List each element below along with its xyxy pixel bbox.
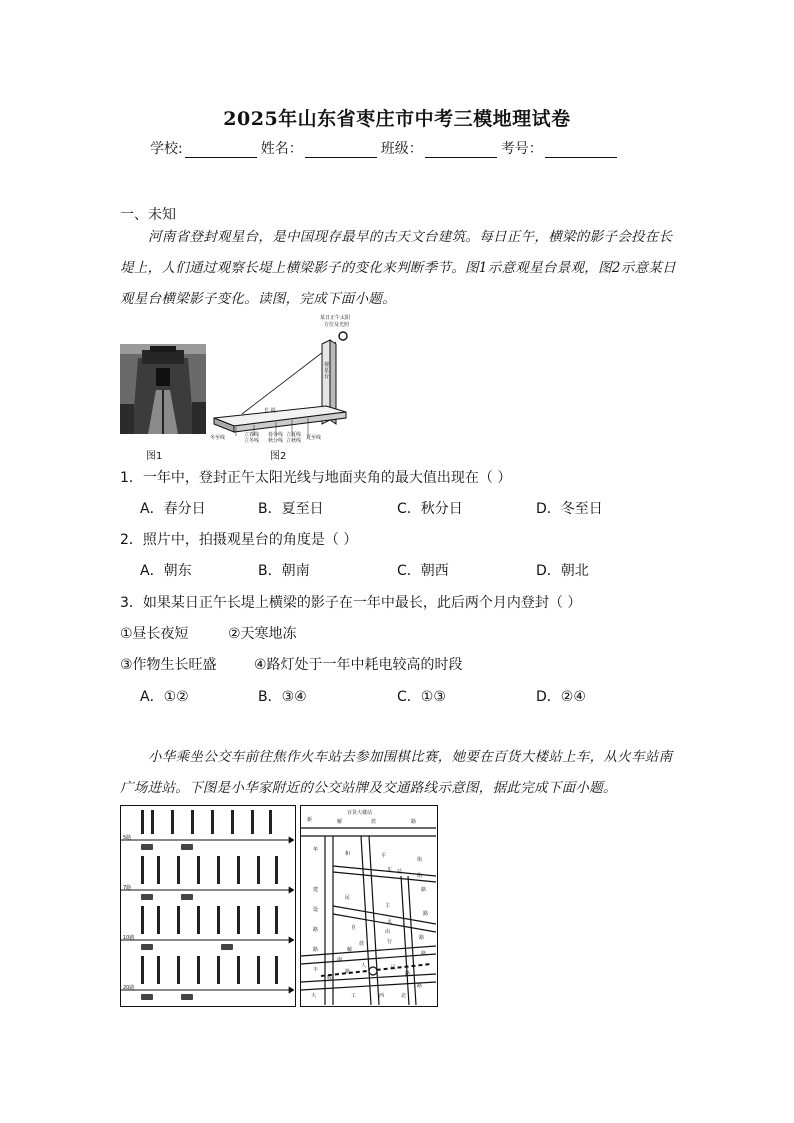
street-label-5: 和 [345, 851, 351, 857]
name-label: 姓名： [260, 141, 303, 157]
street-label-22: 行 [387, 939, 393, 945]
map-top-label: 百货大楼站 [347, 810, 373, 816]
street-label-17: 路 [313, 927, 319, 933]
street-label-38: 北 [401, 993, 407, 999]
street-label-2: 放 [371, 819, 377, 825]
street-label-15: 建 [313, 887, 319, 893]
line-label-5: 立夏线 [286, 432, 302, 438]
route-7-label: 7路 [123, 885, 132, 891]
street-label-31: 丰 [313, 967, 319, 973]
name-blank[interactable] [305, 143, 377, 158]
street-label-0: 新 [307, 817, 313, 823]
q3-item-1: ①昼长夜短 [120, 626, 189, 642]
q2-option-d[interactable]: D．朝北 [536, 563, 589, 579]
q2-option-a[interactable]: A．朝东 [140, 563, 192, 579]
street-label-6: 平 [381, 853, 387, 859]
street-label-27: 路 [421, 951, 427, 957]
street-label-21: 太 [387, 919, 393, 925]
number-blank[interactable] [545, 143, 617, 158]
line-label-0: 冬至线 [210, 435, 226, 441]
street-label-33: 路 [405, 971, 411, 977]
street-label-36: 路 [417, 983, 423, 989]
street-label-32: 收 [327, 975, 333, 981]
class-field[interactable] [381, 138, 497, 158]
q2-option-b[interactable]: B．朝南 [258, 563, 310, 579]
q3-option-b[interactable]: B．③④ [258, 689, 307, 705]
student-info-row [150, 138, 621, 158]
line-label-7: 夏至线 [306, 435, 322, 441]
observatory-diagram [206, 314, 356, 444]
school-field[interactable] [150, 138, 257, 158]
street-label-8: 车 [387, 867, 393, 873]
line-label-4: 秋分线 [268, 438, 284, 444]
street-label-16: 设 [313, 907, 319, 913]
street-label-20: 路 [419, 935, 425, 941]
dyke-label: 长 堤 [264, 408, 276, 414]
bus-stop-sign [120, 805, 296, 1007]
q3-option-a[interactable]: A．①② [140, 689, 189, 705]
q1-option-a[interactable]: A．春分日 [140, 501, 206, 517]
fig1-caption: 图1 [146, 451, 163, 462]
street-label-29: 民 [391, 965, 397, 971]
q3-item-4: ④路灯处于一年中耗电较高的时段 [254, 657, 463, 673]
q1-option-b[interactable]: B．夏至日 [258, 501, 324, 517]
street-label-35: 工 [351, 993, 357, 999]
street-label-28: 人 [361, 963, 367, 969]
street-map [300, 805, 438, 1007]
street-label-26: 南 [337, 957, 343, 963]
section-heading: 一、未知 [120, 207, 176, 223]
line-label-1: 立春线 [244, 432, 260, 438]
number-field[interactable] [501, 138, 617, 158]
line-label-3: 春分线 [268, 432, 284, 438]
q1-option-d[interactable]: D．冬至日 [536, 501, 603, 517]
school-blank[interactable] [185, 143, 257, 158]
q2-option-c[interactable]: C．朝西 [397, 563, 449, 579]
class-label: 班级： [380, 141, 423, 157]
street-label-4: 华 [313, 847, 319, 853]
q3-item-3: ③作物生长旺盛 [120, 657, 217, 673]
q3-item-2: ②天寒地冻 [228, 626, 297, 642]
class-blank[interactable] [425, 143, 497, 158]
passage-1: 河南省登封观星台，是中国现存最早的古天文台建筑。每日正午，横梁的影子会投在长堤上，人们通过观察长堤上横梁影子的变化来判断季节。图1示意观星台景观，图2示意某日观星台横梁影子变化。读图，完成下面小题。 [120, 229, 676, 307]
street-label-9: 站 [397, 869, 403, 875]
q3-stem: 3．如果某日正午长堤上横梁的影子在一年中最长，此后两个月内登封（ ） [120, 595, 582, 611]
street-label-13: 主 [385, 903, 391, 909]
street-label-19: 由 [385, 929, 391, 935]
observatory-photo [120, 344, 206, 434]
street-label-1: 解 [337, 819, 343, 825]
sun-label-1: 某日正午太阳 [320, 315, 351, 321]
q1-option-c[interactable]: C．秋分日 [397, 501, 463, 517]
line-label-2: 立冬线 [244, 438, 260, 444]
route-20-label: 20路 [123, 985, 135, 991]
fig2-caption: 图2 [270, 451, 287, 462]
route-10-label: 10路 [123, 935, 135, 941]
street-label-30: 路 [345, 969, 351, 975]
page-title: 2025年山东省枣庄市中考三模地理试卷 [223, 108, 571, 130]
street-label-37: 西 [379, 993, 385, 999]
number-label: 考号： [500, 141, 543, 157]
street-label-25: 放 [359, 941, 365, 947]
street-label-18: 自 [351, 925, 357, 931]
q3-option-d[interactable]: D．②④ [536, 689, 586, 705]
street-label-12: 民 [345, 895, 351, 901]
name-field[interactable] [261, 138, 377, 158]
street-label-10: 街 [417, 873, 423, 879]
school-label: 学校: [150, 141, 183, 157]
q1-stem: 1．一年中，登封正午太阳光线与地面夹角的最大值出现在（ ） [120, 470, 512, 486]
street-label-34: 大 [311, 993, 317, 999]
line-label-6: 立秋线 [286, 438, 302, 444]
q3-option-c[interactable]: C．①③ [397, 689, 446, 705]
route-5-label: 5路 [123, 835, 132, 841]
street-label-7: 街 [417, 857, 423, 863]
passage-2: 小华乘坐公交车前往焦作火车站去参加围棋比赛，她要在百货大楼站上车，从火车站南广场进站。下图是小华家附近的公交站牌及交通路线示意图，据此完成下面小题。 [120, 749, 673, 796]
street-label-23: 路 [313, 947, 319, 953]
tower-label: 观星台 [324, 362, 330, 380]
q2-stem: 2．照片中，拍摄观星台的角度是（ ） [120, 532, 358, 548]
street-label-14: 路 [423, 911, 429, 917]
sun-label-2: 方位及光照 [324, 322, 350, 328]
street-label-24: 解 [347, 947, 353, 953]
street-label-11: 路 [421, 887, 427, 893]
street-label-3: 路 [411, 819, 417, 825]
